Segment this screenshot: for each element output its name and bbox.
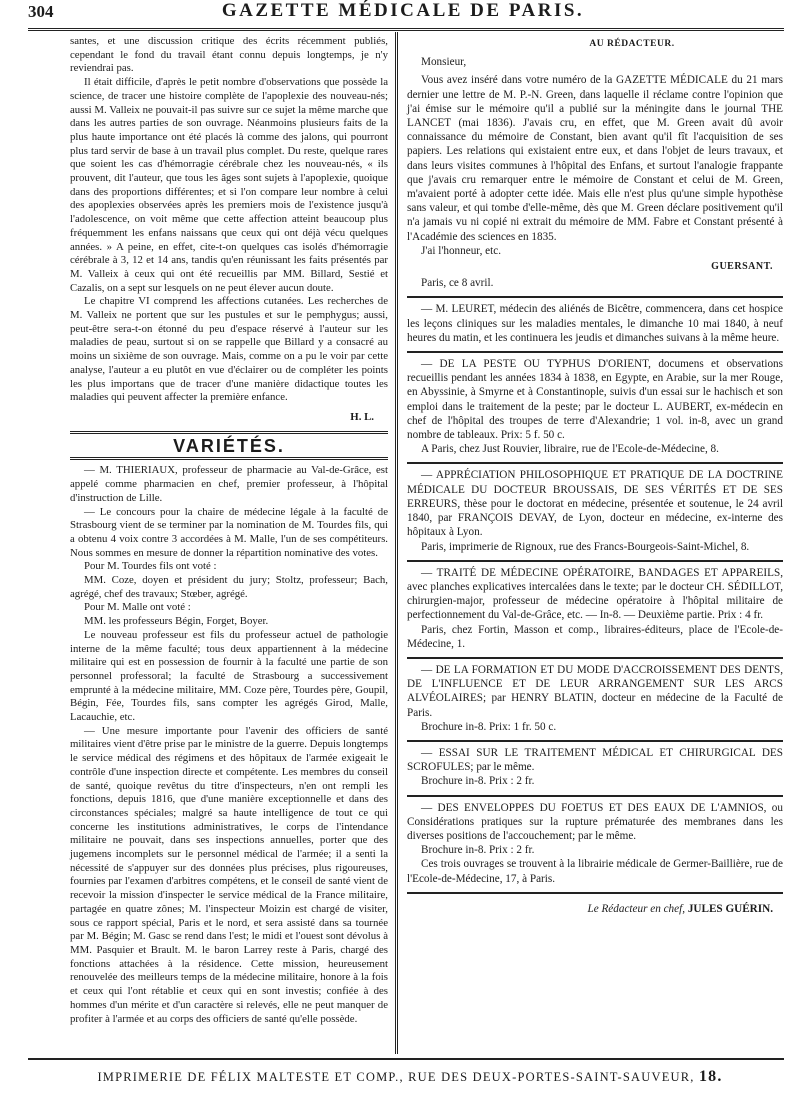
letter-salutation: Monsieur, xyxy=(421,56,467,69)
imprint-text: IMPRIMERIE DE FÉLIX MALTESTE ET COMP., RUE DES DEUX-PORTES-SAINT-SAUVEUR, xyxy=(97,1070,695,1084)
notice-publisher: A Paris, chez Just Rouvier, libraire, rue de l'Ecole-de-Médecine, 8. xyxy=(421,443,719,456)
printer-imprint xyxy=(40,1068,780,1086)
notice-price: Brochure in-8. Prix : 2 fr. xyxy=(421,775,535,788)
left-column xyxy=(70,35,388,1026)
letter-place-date: Paris, ce 8 avril. xyxy=(421,277,494,290)
news-item: — Une mesure importante pour l'avenir des officiers de santé militaires vient d'être prise par le ministre de la guerre. Depuis longtemps le service médical des régimens et des hôpitaux de l'armée exigeait le contrôle d'une inspection directe et compétente. Les membres du conseil de santé, quoique revêtus du titre d'inspecteurs, n'en ont rempli les fonctions, depuis 1816, que d'une manière exceptionnelle et dans des circonstances spéciales; malgré sa haute intelligence de tout ce qui concerne les institutions administratives, le corps de l'intendance militaire ne pouvait, dans ses inspections annuelles, porter que des jugemens incomplets sur le personnel médical de l'armée; il a senti la nécessité de s'appuyer sur des données plus précises, plus rigoureuses, fournies par l'examen d'arbitres compétens, et le conseil de santé vient de recevoir la mission d'inspecter le service médical de la France militaire, partagée en quatre zônes; M. l'inspecteur Moizin est chargé de visiter, sous ce rapport spécial, Paris et le nord, et sera assisté dans sa tournée par M. Bégin; M. Gasc se rend dans l'est; le midi et l'ouest sont dévolus à MM. Pasquier et Brault. M. le baron Larrey reste à Paris, chargé des fonctions attachées à la résidence. Cette mission, heureusement renouvelée des meilleurs temps de la médecine militaire, honore à la fois et ceux qui l'ont rétablie et ceux qui en sont investis; confiée à des hommes d'un mérite et d'un caractère si relevés, elle ne peut manquer de profiter à l'armée et au corps des officiers de santé qu'elle possède. xyxy=(70,724,388,1025)
notice-item: — DE LA FORMATION ET DU MODE D'ACCROISSEMENT DES DENTS, DE L'INFLUENCE ET DE LEUR ARRANGEMENT SUR LES ARCS ALVÉOLAIRES; par HENRY BLATIN, docteur en médecine de la Faculté de Paris. xyxy=(407,663,783,719)
notice-rule xyxy=(407,351,783,353)
news-item: — Le concours pour la chaire de médecine légale à la faculté de Strasbourg vient de se terminer par la nomination de M. Tourdes fils, qui a obtenu 4 voix contre 3 accordées à M. Malle, l'un de ses compétiteurs. Nous sommes en mesure de donner la répartition nominative des votes. xyxy=(70,505,388,559)
review-paragraph: santes, et une discussion critique des écrits récemment publiés, cependant le fond du travail étant connu depuis longtemps, je n'y reviendrai pas. xyxy=(70,35,388,75)
notice-item: — DE LA PESTE OU TYPHUS D'ORIENT, documens et observations recueillis pendant les années 1834 à 1838, en Egypte, en Arabie, sur la mer Rouge, en Abyssinie, à Smyrne et à Constantinople, suivis d'un essai sur le hachisch et son emploi dans le traitement de la peste; par le docteur L. AUBERT, ex-médecin en chef de l'hôpital des troupes de terre d'Alexandrie; 1 vol. in-8, avec un grand nombre de tableaux. Prix: 5 f. 50 c. xyxy=(407,358,783,442)
notice-rule xyxy=(407,795,783,797)
news-item: — M. THIERIAUX, professeur de pharmacie au Val-de-Grâce, est appelé comme pharmacien en chef, premier professeur, à l'hôpital d'instruction de Lille. xyxy=(70,464,388,504)
review-paragraph: Il était difficile, d'après le petit nombre d'observations que possède la science, de tracer une histoire complète de l'apoplexie des nouveau-nés; aussi M. Valleix ne pouvait-il pas suivre sur ce sujet la même marche que dans les autres parties de son ouvrage. Néanmoins plusieurs faits de la plus haute importance ont été placés là comme des jalons, qui pourront plus tard servir de base à un travail plus complet. Du reste, quelque rares que soient les cas d'hémorragie cérébrale chez les nouveau-nés, « ils prouvent, dit l'auteur, que tous les âges sont sujets à l'apoplexie, quoique dans des proportions différentes; et si l'on compare leur nombre à celui des apoplexies observées après les premiers mois de l'existence jusqu'à l'adolescence, on voit même que cette affection atteint beaucoup plus fréquemment les enfans naissans que ceux qui ont déjà vécu quelques années. » A peine, en effet, cite-t-on quelques cas isolés d'hémorragie cérébrale à 3, 12 et 14 ans, tandis qu'en réunissant les faits présentés par M. Valleix à ceux qui ont été recueillis par MM. Billard, Sestié et Cazalis, on a sept sur lesquels on ne peut élever aucun doute. xyxy=(70,76,388,294)
notice-price: Brochure in-8. Prix: 1 fr. 50 c. xyxy=(421,720,557,733)
section-title-rule xyxy=(70,457,388,460)
notice-rule xyxy=(407,657,783,659)
notice-item: — APPRÉCIATION PHILOSOPHIQUE ET PRATIQUE DE LA DOCTRINE MÉDICALE DU DOCTEUR BROUSSAIS, DE SES VÉRITÉS ET DE SES ERREURS, thèse pour le doctorat en médecine, présentée et soutenue, le 24 avril 1840, par FRANÇOIS DEVAY, de Lyon, docteur en médecine, ex-interne des hôpitaux à Lyon. xyxy=(407,469,783,539)
vote-heading: Pour M. Malle ont voté : xyxy=(84,601,191,614)
letter-addressee: AU RÉDACTEUR. xyxy=(589,39,675,49)
notice-item: — DES ENVELOPPES DU FOETUS ET DES EAUX DE L'AMNIOS, ou Considérations pratiques sur la rupture prématurée des membranes dans les diverses positions de l'accouchement; par le même. xyxy=(407,801,783,842)
notice-rule xyxy=(407,462,783,464)
footer-rule xyxy=(28,1058,784,1060)
running-title: GAZETTE MÉDICALE DE PARIS. xyxy=(221,0,585,21)
letter-body: Vous avez inséré dans votre numéro de la GAZETTE MÉDICALE du 21 mars dernier une lettre de M. P.-N. Green, dans laquelle il réclame contre l'opinion que j'ai émise sur le mémoire qu'il a publié sur la méningite dans le journal THE LANCET (mai 1836). J'avais cru, en effet, que M. Green avait dû avoir connaissance du mémoire de Constant, bien avant qu'il fît l'acquisition de ses papiers. Les relations qui existaient entre eux, et dans l'objet de leurs travaux, et dans leurs visites communes à l'hôpital des Enfans, et surtout l'analogie frappante que j'avais cru remarquer entre le mémoire de Constant et celui de M. Green, m'avaient porté à adopter cette idée. Mais elle n'est plus qu'une simple hypothèse sans valeur, et qui tombe d'elle-même, dès que M. Green déclare positivement qu'il n'a jamais vu ni copié ni extrait du mémoire de MM. Fabre et Constant présenté à l'Académie des sciences en 1835. xyxy=(407,74,783,243)
page-number: 304 xyxy=(28,2,54,21)
notice-rule xyxy=(407,740,783,742)
notice-item: — ESSAI SUR LE TRAITEMENT MÉDICAL ET CHIRURGICAL DES SCROFULES; par le même. xyxy=(407,746,783,774)
vote-list: MM. Coze, doyen et président du jury; Stoltz, professeur; Bach, agrégé, chef des travaux; Stœber, agrégé. xyxy=(70,574,388,600)
editor-credit xyxy=(407,902,773,916)
imprint-number: 18. xyxy=(698,1068,723,1085)
news-item: Le nouveau professeur est fils du professeur actuel de pathologie interne de la même faculté; tous deux appartiennent à la médecine militaire qui est en possession de fournir à la faculté une partie de son personnel professoral; la faculté de Strasbourg a successivement emprunté à la médecine militaire, MM. Coze père, Tourdes père, Goupil, Bégin, Fée, Tourdes fils, sans compter les agrégés Girod, Malle, Lacauchie, etc. xyxy=(70,628,388,724)
header-rule xyxy=(28,28,784,31)
notice-publisher: Ces trois ouvrages se trouvent à la librairie médicale de Germer-Baillière, rue de l'Ecole-de-Médecine, 17, à Paris. xyxy=(407,858,783,885)
notice-publisher: Paris, chez Fortin, Masson et comp., libraires-éditeurs, place de l'Ecole-de-Médecine, 1. xyxy=(407,623,783,650)
vote-list: MM. les professeurs Bégin, Forget, Boyer. xyxy=(84,615,269,628)
section-title: VARIÉTÉS. xyxy=(173,435,285,456)
letter-closing: J'ai l'honneur, etc. xyxy=(421,244,502,257)
notice-publisher: Paris, imprimerie de Rignoux, rue des Francs-Bourgeois-Saint-Michel, 8. xyxy=(421,540,750,553)
review-paragraph: Le chapitre VI comprend les affections cutanées. Les recherches de M. Valleix ne portent que sur les pustules et sur le pemphygus; aussi, peut-être sera-t-on étonné du peu d'espace réservé à l'auteur sur les maladies de peau, surtout si on se rappelle que Billard y a consacré au moins un sixième de son ouvrage. Mais, comme on a pu le voir par cette analyse, l'auteur a eu plutôt en vue d'éclairer ou de compléter les points les plus importans que de tracer d'une manière didactique toutes les maladies qui peuvent affecter la première enfance. xyxy=(70,295,388,404)
notice-rule xyxy=(407,560,783,562)
right-column xyxy=(407,35,783,916)
review-signature: H. L. xyxy=(350,410,374,423)
notice-item: — TRAITÉ DE MÉDECINE OPÉRATOIRE, BANDAGES ET APPAREILS, avec planches explicatives intercalées dans le texte; par le docteur CH. SÉDILLOT, chirurgien-major, professeur de médecine opératoire à l'hôpital militaire de perfectionnement du Val-de-Grâce, etc. — In-8. — Deuxième partie. Prix : 4 fr. xyxy=(407,566,783,622)
section-rule xyxy=(70,431,388,434)
notice-item: — M. LEURET, médecin des aliénés de Bicêtre, commencera, dans cet hospice les leçons cliniques sur les maladies mentales, le dimanche 10 mai 1840, à neuf heures du matin, et les continuera les jeudis et dimanches suivans à la même heure. xyxy=(407,303,783,344)
editor-rule xyxy=(407,892,783,894)
editor-name: JULES GUÉRIN. xyxy=(687,902,773,915)
page-header xyxy=(22,0,784,28)
notice-price: Brochure in-8. Prix : 2 fr. xyxy=(421,844,535,857)
editor-label: Le Rédacteur en chef, xyxy=(587,902,686,915)
vote-heading: Pour M. Tourdes fils ont voté : xyxy=(84,560,217,573)
column-divider xyxy=(395,32,398,1054)
notice-rule xyxy=(407,296,783,298)
letter-signature: GUERSANT. xyxy=(711,261,773,273)
